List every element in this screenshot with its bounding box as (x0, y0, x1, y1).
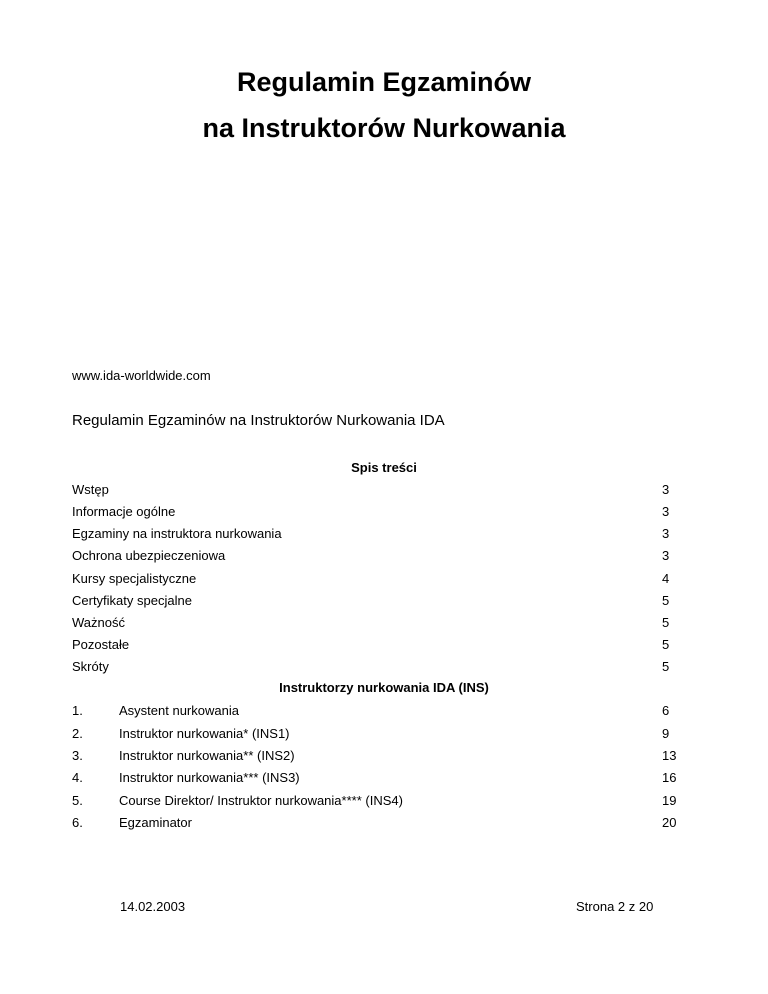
toc-entry-label: Wstęp (72, 482, 109, 497)
toc-entry-page: 20 (662, 815, 677, 830)
document-title-line-1: Regulamin Egzaminów (236, 67, 532, 97)
toc-entry (72, 658, 682, 676)
toc-numbered-entry (72, 725, 682, 743)
toc-entry-label: Egzaminator (119, 815, 192, 830)
toc-entry (72, 525, 682, 543)
toc-entry (72, 503, 682, 521)
toc-entry-page: 5 (662, 615, 670, 630)
toc-entry (72, 547, 682, 565)
toc-entry-page: 6 (662, 703, 670, 718)
toc-entry-label: Instruktor nurkowania* (INS1) (119, 726, 290, 741)
toc-entry-page: 5 (662, 659, 670, 674)
toc-entry-number: 2. (72, 726, 83, 741)
toc-entry-label: Certyfikaty specjalne (72, 593, 192, 608)
footer-page-number: Strona 2 z 20 (576, 899, 654, 914)
toc-entry-page: 16 (662, 770, 677, 785)
toc-entry-page: 3 (662, 526, 670, 541)
footer-date: 14.02.2003 (120, 899, 186, 914)
toc-section-heading: Instruktorzy nurkowania IDA (INS) (279, 680, 489, 695)
toc-entry-page: 4 (662, 571, 670, 586)
toc-entry-page: 13 (662, 748, 677, 763)
toc-entry-page: 3 (662, 548, 670, 563)
toc-entry (72, 570, 682, 588)
toc-entry-number: 1. (72, 703, 83, 718)
toc-numbered-entry (72, 769, 682, 787)
toc-entry (72, 614, 682, 632)
toc-entry-label: Ochrona ubezpieczeniowa (72, 548, 226, 563)
toc-entry-label: Instruktor nurkowania** (INS2) (119, 748, 295, 763)
toc-entry-label: Skróty (72, 659, 109, 674)
toc-entry-number: 6. (72, 815, 83, 830)
toc-heading: Spis treści (351, 460, 417, 475)
toc-numbered-entry (72, 702, 682, 720)
document-title-line-2: na Instruktorów Nurkowania (202, 113, 566, 143)
toc-entry-page: 9 (662, 726, 670, 741)
toc-entry-label: Egzaminy na instruktora nurkowania (72, 526, 282, 541)
toc-entry-page: 3 (662, 482, 670, 497)
toc-entry-page: 3 (662, 504, 670, 519)
toc-entry (72, 592, 682, 610)
toc-entry-label: Course Direktor/ Instruktor nurkowania**** (INS4) (119, 793, 403, 808)
toc-entry-number: 3. (72, 748, 83, 763)
toc-entry-number: 4. (72, 770, 83, 785)
toc-entry-page: 5 (662, 637, 670, 652)
toc-entry-label: Pozostałe (72, 637, 130, 652)
toc-numbered-entry (72, 814, 682, 832)
toc-entry-number: 5. (72, 793, 83, 808)
toc-numbered-entry (72, 747, 682, 765)
toc-entry-page: 19 (662, 793, 677, 808)
toc-entry-label: Asystent nurkowania (119, 703, 239, 718)
toc-entry-label: Kursy specjalistyczne (72, 571, 197, 586)
toc-entry-label: Ważność (72, 615, 125, 630)
toc-numbered-entry (72, 792, 682, 810)
toc-entry (72, 636, 682, 654)
document-subtitle: Regulamin Egzaminów na Instruktorów Nurkowania IDA (72, 412, 445, 429)
website-url: www.ida-worldwide.com (72, 368, 211, 383)
toc-entry-label: Informacje ogólne (72, 504, 176, 519)
toc-entry-label: Instruktor nurkowania*** (INS3) (119, 770, 300, 785)
toc-entry (72, 481, 682, 499)
toc-entry-page: 5 (662, 593, 670, 608)
